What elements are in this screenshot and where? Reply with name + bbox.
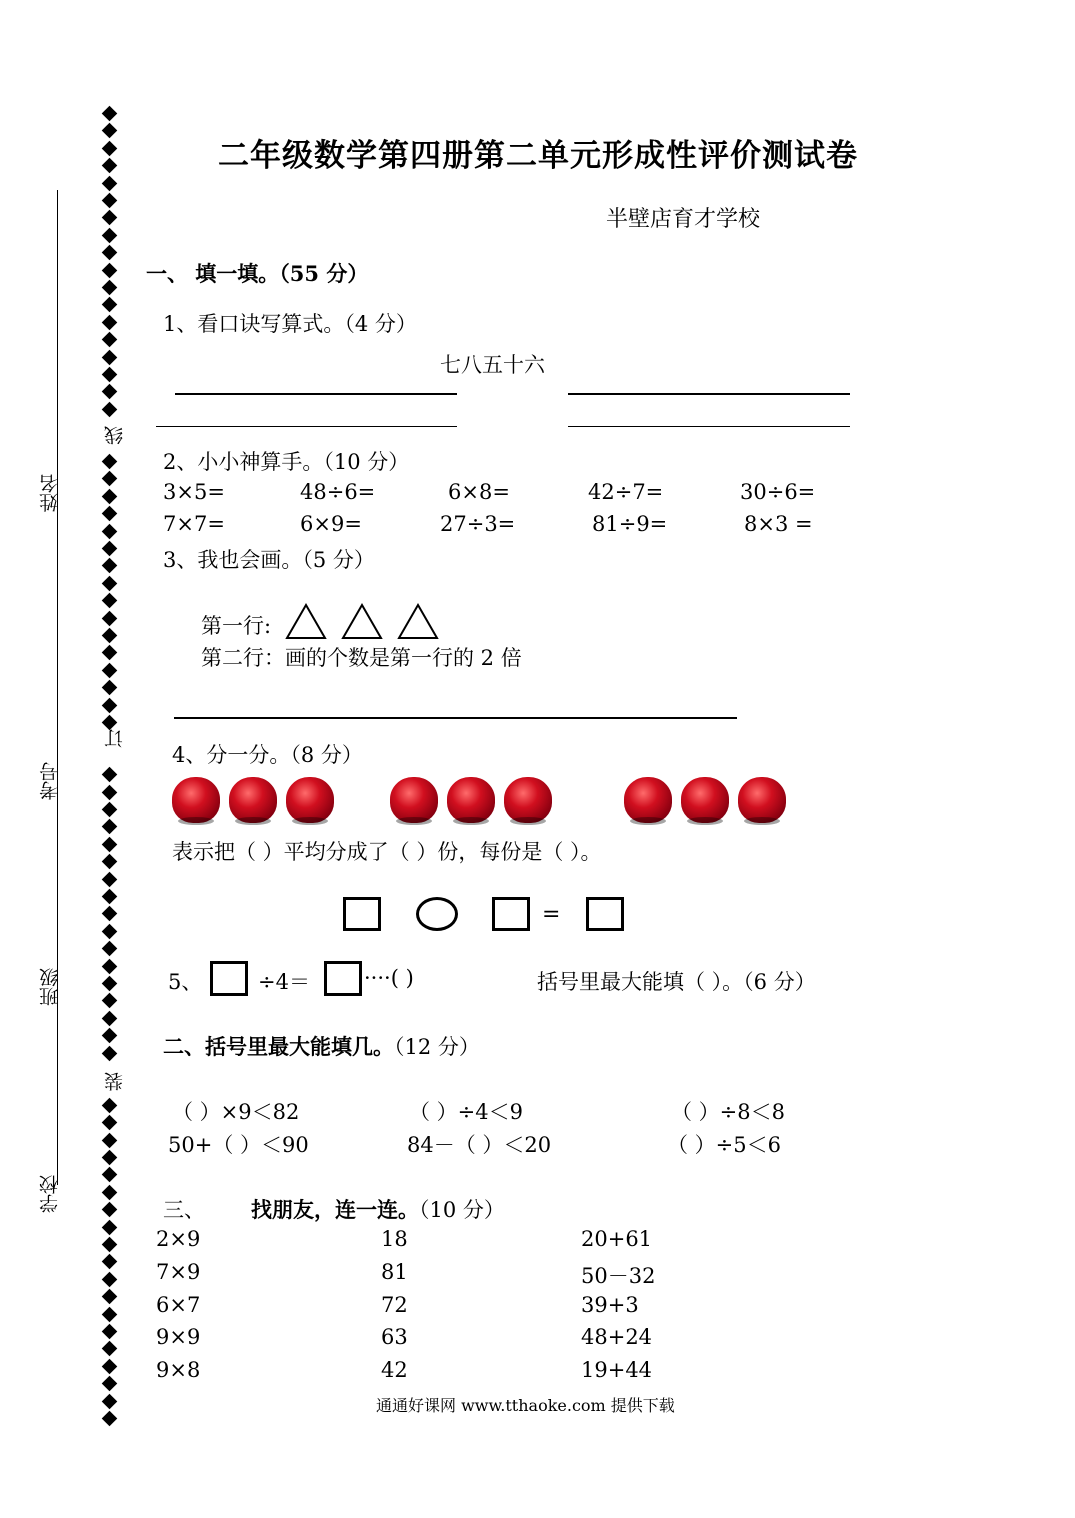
apple-icon (624, 777, 672, 823)
q3-row1-label: 第一行: (201, 614, 272, 638)
apple-icon (172, 777, 220, 823)
match-item[interactable]: 9×9 (156, 1325, 201, 1350)
diamond-ornament (102, 1237, 118, 1253)
diamond-ornament (102, 332, 118, 348)
section2-heading (163, 1031, 480, 1061)
match-item[interactable]: 50－32 (581, 1263, 656, 1288)
apple-icon (447, 777, 495, 823)
binding-mark-line: 线 (101, 424, 128, 447)
q4-sentence: 表示把（ ）平均分成了（ ）份，每份是（ ）。 (172, 840, 602, 864)
footer-credit: 通通好课网 www.tthaoke.com 提供下载 (376, 1396, 675, 1415)
diamond-ornament (102, 541, 118, 557)
s2-problem: （ ）÷5＜6 (667, 1133, 781, 1157)
section3-score: （10 分） (419, 1198, 505, 1222)
diamond-ornament (102, 645, 118, 661)
triangle-icon (397, 603, 439, 640)
diamond-ornament (102, 1393, 118, 1409)
diamond-ornament (102, 1254, 118, 1270)
section2-heading-text: 二、括号里最大能填几。 (163, 1034, 394, 1059)
diamond-ornament (102, 175, 118, 191)
diamond-ornament (102, 993, 118, 1009)
diamond-ornament (102, 1028, 118, 1044)
answer-box[interactable] (210, 961, 248, 996)
apple-icon (229, 777, 277, 823)
diamond-ornament (102, 767, 118, 783)
diamond-ornament (102, 228, 118, 244)
diamond-ornament (102, 924, 118, 940)
diamond-ornament (102, 454, 118, 470)
diamond-ornament (102, 141, 118, 157)
diamond-ornament (102, 819, 118, 835)
q5-divisor: ÷4＝ (258, 970, 310, 994)
q3-row2-instruction: 第二行：画的个数是第一行的 2 倍 (201, 646, 522, 670)
diamond-ornament (102, 1167, 118, 1183)
diamond-ornament (102, 593, 118, 609)
diamond-ornament (102, 523, 118, 539)
diamond-ornament (102, 1359, 118, 1375)
q2-label: 2、小小神算手。（10 分） (163, 450, 410, 474)
diamond-ornament (102, 123, 118, 139)
q1-answer-line (568, 393, 850, 395)
match-item[interactable]: 19+44 (581, 1358, 653, 1383)
q2-problem: 8×3 = (744, 512, 813, 536)
diamond-ornament (102, 262, 118, 278)
diamond-ornament (102, 1185, 118, 1201)
q5-tail: 括号里最大能填（ ）。（6 分） (537, 970, 816, 994)
section3-heading-text: 找朋友，连一连。 (251, 1197, 419, 1222)
diamond-ornament (102, 680, 118, 696)
diamond-ornament (102, 471, 118, 487)
triangle-icon (341, 603, 383, 640)
diamond-ornament (102, 1045, 118, 1061)
q5-remainder: ····( ) (364, 966, 414, 990)
field-class-label: 班级 (39, 968, 61, 1006)
s2-problem: （ ）÷8＜8 (671, 1100, 785, 1124)
diamond-ornament (102, 697, 118, 713)
diamond-ornament (102, 663, 118, 679)
diamond-ornament (102, 1132, 118, 1148)
q3-answer-line (174, 717, 737, 719)
q1-label: 1、看口诀写算式。（4 分） (163, 312, 417, 336)
diamond-ornament (102, 976, 118, 992)
match-item[interactable]: 18 (381, 1227, 408, 1251)
match-item[interactable]: 81 (381, 1259, 408, 1284)
match-item[interactable]: 9×8 (156, 1358, 201, 1383)
diamond-ornament (102, 367, 118, 383)
q2-problem: 3×5= (163, 480, 225, 504)
diamond-ornament (102, 871, 118, 887)
answer-box[interactable] (343, 897, 381, 931)
answer-box[interactable] (586, 897, 624, 931)
triangle-icon (285, 603, 327, 640)
diamond-ornament (102, 784, 118, 800)
apple-icon (286, 777, 334, 823)
apple-icon (390, 777, 438, 823)
diamond-ornament (102, 610, 118, 626)
diamond-ornament (102, 349, 118, 365)
match-item[interactable]: 72 (381, 1292, 408, 1317)
diamond-ornament (102, 941, 118, 957)
diamond-ornament (102, 1150, 118, 1166)
diamond-ornament (102, 1115, 118, 1131)
diamond-ornament (102, 1011, 118, 1027)
diamond-ornament (102, 854, 118, 870)
match-item[interactable]: 20+61 (581, 1227, 653, 1251)
diamond-ornament (102, 1272, 118, 1288)
field-school-label: 学校 (39, 1175, 61, 1213)
diamond-ornament (102, 506, 118, 522)
diamond-ornament (102, 1219, 118, 1235)
q2-problem: 27÷3= (440, 512, 516, 536)
diamond-ornament (102, 576, 118, 592)
binding-mark-bind: 装 (101, 1070, 128, 1093)
q1-rhyme: 七八五十六 (440, 353, 545, 377)
apple-icon (738, 777, 786, 823)
section2-score: （12 分） (394, 1035, 480, 1059)
diamond-ornament (102, 1306, 118, 1322)
match-item[interactable]: 63 (381, 1325, 408, 1350)
s2-problem: 50+（ ）＜90 (168, 1133, 309, 1157)
binding-mark-staple: 订 (101, 727, 128, 750)
q5-label: 5、 (168, 970, 203, 994)
answer-box[interactable] (324, 961, 362, 996)
operator-circle[interactable] (416, 897, 458, 931)
field-name-label: 姓名 (39, 474, 61, 512)
q2-problem: 6×9= (300, 512, 362, 536)
diamond-ornament (102, 245, 118, 261)
diamond-ornament (102, 489, 118, 505)
diamond-ornament (102, 558, 118, 574)
diamond-ornament (102, 158, 118, 174)
school-name: 半壁店育才学校 (606, 207, 761, 232)
match-item[interactable]: 48+24 (581, 1325, 653, 1350)
diamond-ornament (102, 1411, 118, 1427)
match-item[interactable]: 2×9 (156, 1227, 201, 1251)
diamond-ornament (102, 1324, 118, 1340)
section3-heading (163, 1194, 505, 1224)
diamond-ornament (102, 1341, 118, 1357)
diamond-ornament (102, 297, 118, 313)
q2-problem: 30÷6= (740, 480, 816, 504)
apple-icon (504, 777, 552, 823)
match-item[interactable]: 42 (381, 1358, 408, 1383)
match-item[interactable]: 39+3 (581, 1292, 639, 1317)
q2-problem: 81÷9= (592, 512, 668, 536)
q4-label: 4、分一分。（8 分） (172, 743, 363, 767)
diamond-ornament (102, 402, 118, 418)
match-item[interactable]: 6×7 (156, 1292, 201, 1317)
s2-problem: （ ）÷4＜9 (409, 1100, 523, 1124)
diamond-ornament (102, 802, 118, 818)
q1-answer-line (175, 393, 457, 395)
diamond-ornament (102, 280, 118, 296)
q2-problem: 48÷6= (300, 480, 376, 504)
diamond-ornament (102, 193, 118, 209)
diamond-ornament (102, 384, 118, 400)
answer-box[interactable] (492, 897, 530, 931)
q2-problem: 42÷7= (588, 480, 664, 504)
diamond-ornament (102, 1289, 118, 1305)
q1-answer-line (156, 426, 457, 427)
s2-problem: （ ）×9＜82 (172, 1100, 300, 1124)
diamond-ornament (102, 889, 118, 905)
q2-problem: 7×7= (163, 512, 225, 536)
field-exam-number-label: 考号 (39, 762, 61, 800)
q2-problem: 6×8= (448, 480, 510, 504)
apple-icon (681, 777, 729, 823)
diamond-ornament (102, 837, 118, 853)
page-title: 二年级数学第四册第二单元形成性评价测试卷 (218, 138, 858, 174)
diamond-ornament (102, 210, 118, 226)
section1-heading: 一、 填一填。（55 分） (146, 261, 369, 286)
section3-number: 三、 (163, 1198, 205, 1222)
diamond-ornament (102, 958, 118, 974)
q1-answer-line (568, 426, 850, 427)
match-item[interactable]: 7×9 (156, 1259, 201, 1284)
equals-sign: = (542, 902, 561, 927)
diamond-ornament (102, 906, 118, 922)
binding-line (57, 190, 58, 1185)
diamond-ornament (102, 1202, 118, 1218)
diamond-ornament (102, 106, 118, 122)
diamond-ornament (102, 315, 118, 331)
diamond-ornament (102, 628, 118, 644)
s2-problem: 84－（ ）＜20 (407, 1133, 552, 1157)
diamond-ornament (102, 1376, 118, 1392)
q3-label: 3、我也会画。（5 分） (163, 548, 375, 572)
diamond-ornament (102, 1098, 118, 1114)
